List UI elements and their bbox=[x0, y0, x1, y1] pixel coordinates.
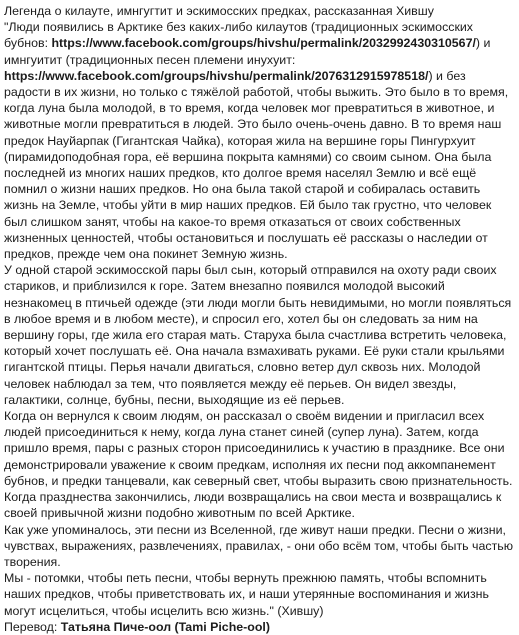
post-title: Легенда о килауте, имнгугтит и эскимосских предках, рассказанная Хившу bbox=[4, 4, 434, 18]
facebook-link-kilaut[interactable]: https://www.facebook.com/groups/hivshu/permalink/2032992430310567/ bbox=[51, 36, 476, 51]
story-paragraph-5: Мы - потомки, чтобы петь песни, чтобы вернуть прежнюю память, чтобы вспомнить наших предков, чтобы приветствовать их, и наши утерянные воспоминания и жизнь могут исцелиться, чтобы исцелить всю жизнь." (Хившу) bbox=[4, 571, 489, 618]
story-paragraph-2: Когда он вернулся к своим людям, он рассказал о своём видении и пригласил всех людей присоединиться к нему, когда луна станет синей (супер луна). Затем, когда пришло время, пары с разных сторон присоединились к участию в празднике. Все они демонстрировали уважение к своим предкам, исполняя их песни под аккомпанемент бубнов, и предки танцевали, как северный свет, чтобы выразить свою признательность. bbox=[4, 409, 513, 488]
translator-line bbox=[4, 619, 515, 635]
intro-text-1: "Люди появились в Арктике без каких-либо килаутов (традиционных эскимосских бубнов: bbox=[4, 20, 474, 51]
story-paragraph-4: Как уже упоминалось, эти песни из Вселенной, где живут наши предки. Песни о жизни, чувствах, выражениях, развлечениях, правилах, - они обо всём том, чтобы быть частью творения. bbox=[4, 522, 513, 569]
intro-paragraph bbox=[4, 3, 515, 262]
intro-text-2: ) и имнгуитит (традиционных песен племени инухуит: bbox=[4, 36, 491, 67]
story-paragraph-1: У одной старой эскимосской пары был сын, который отправился на охоту ради своих стариков, и приблизился к горе. Затем внезапно появился молодой высокий незнакомец в птичьей одежде (эти люди могли быть невидимыми, но могли появляться в любое время и в любом месте), и спросил его, хотел бы он следовать за ним на вершину горы, где жила его старая мать. Старуха была счастлива встретить человека, который хочет послушать её. Она начала взмахивать руками. Её руки стали крыльями гигантской птицы. Перья начали двигаться, словно ветер дул сквозь них. Молодой человек наблюдал за тем, что появляется между её перьев. Он видел звезды, галактики, солнце, бубны, песни, выходящие из её перьев. bbox=[4, 263, 512, 407]
facebook-link-imnguitit[interactable]: https://www.facebook.com/groups/hivshu/permalink/2076312915978518/ bbox=[4, 68, 429, 83]
story-paragraph-3: Когда празднества закончились, люди возвращались на свои места и возвращались к своей привычной жизни подобно животным по всей Арктике. bbox=[4, 490, 502, 521]
intro-text-3: ) и без радости в их жизни, но только с тяжёлой работой, чтобы выжить. Это было в то время, когда луна была молодой, в то время, когда человек мог превратиться в животное, и животные могли превратиться в людей. Это было очень-очень давно. В то время наш предок Науйарпак (Гигантская Чайка), которая жила на вершине горы Пингурхуит (пирамидоподобная гора, её вершина покрыта камнями) со своим сыном. Она была последней из многих наших предков, кто долгое время населял Землю и всё ещё помнил о жизни наших предков. Но она была такой старой и собиралась оставить жизнь на Земле, чтобы уйти в мир наших предков. Ей было так грустно, что человек был слишком занят, чтобы на какое-то время отказаться от своих собственных жизненных ценностей, чтобы остановиться и послушать её рассказы о наследии от предков, прежде чем она покинет Земную жизнь. bbox=[4, 68, 509, 262]
translator-label: Перевод: bbox=[4, 619, 61, 634]
translator-name: Татьяна Пиче-оол (Tami Piche-ool) bbox=[60, 619, 270, 634]
